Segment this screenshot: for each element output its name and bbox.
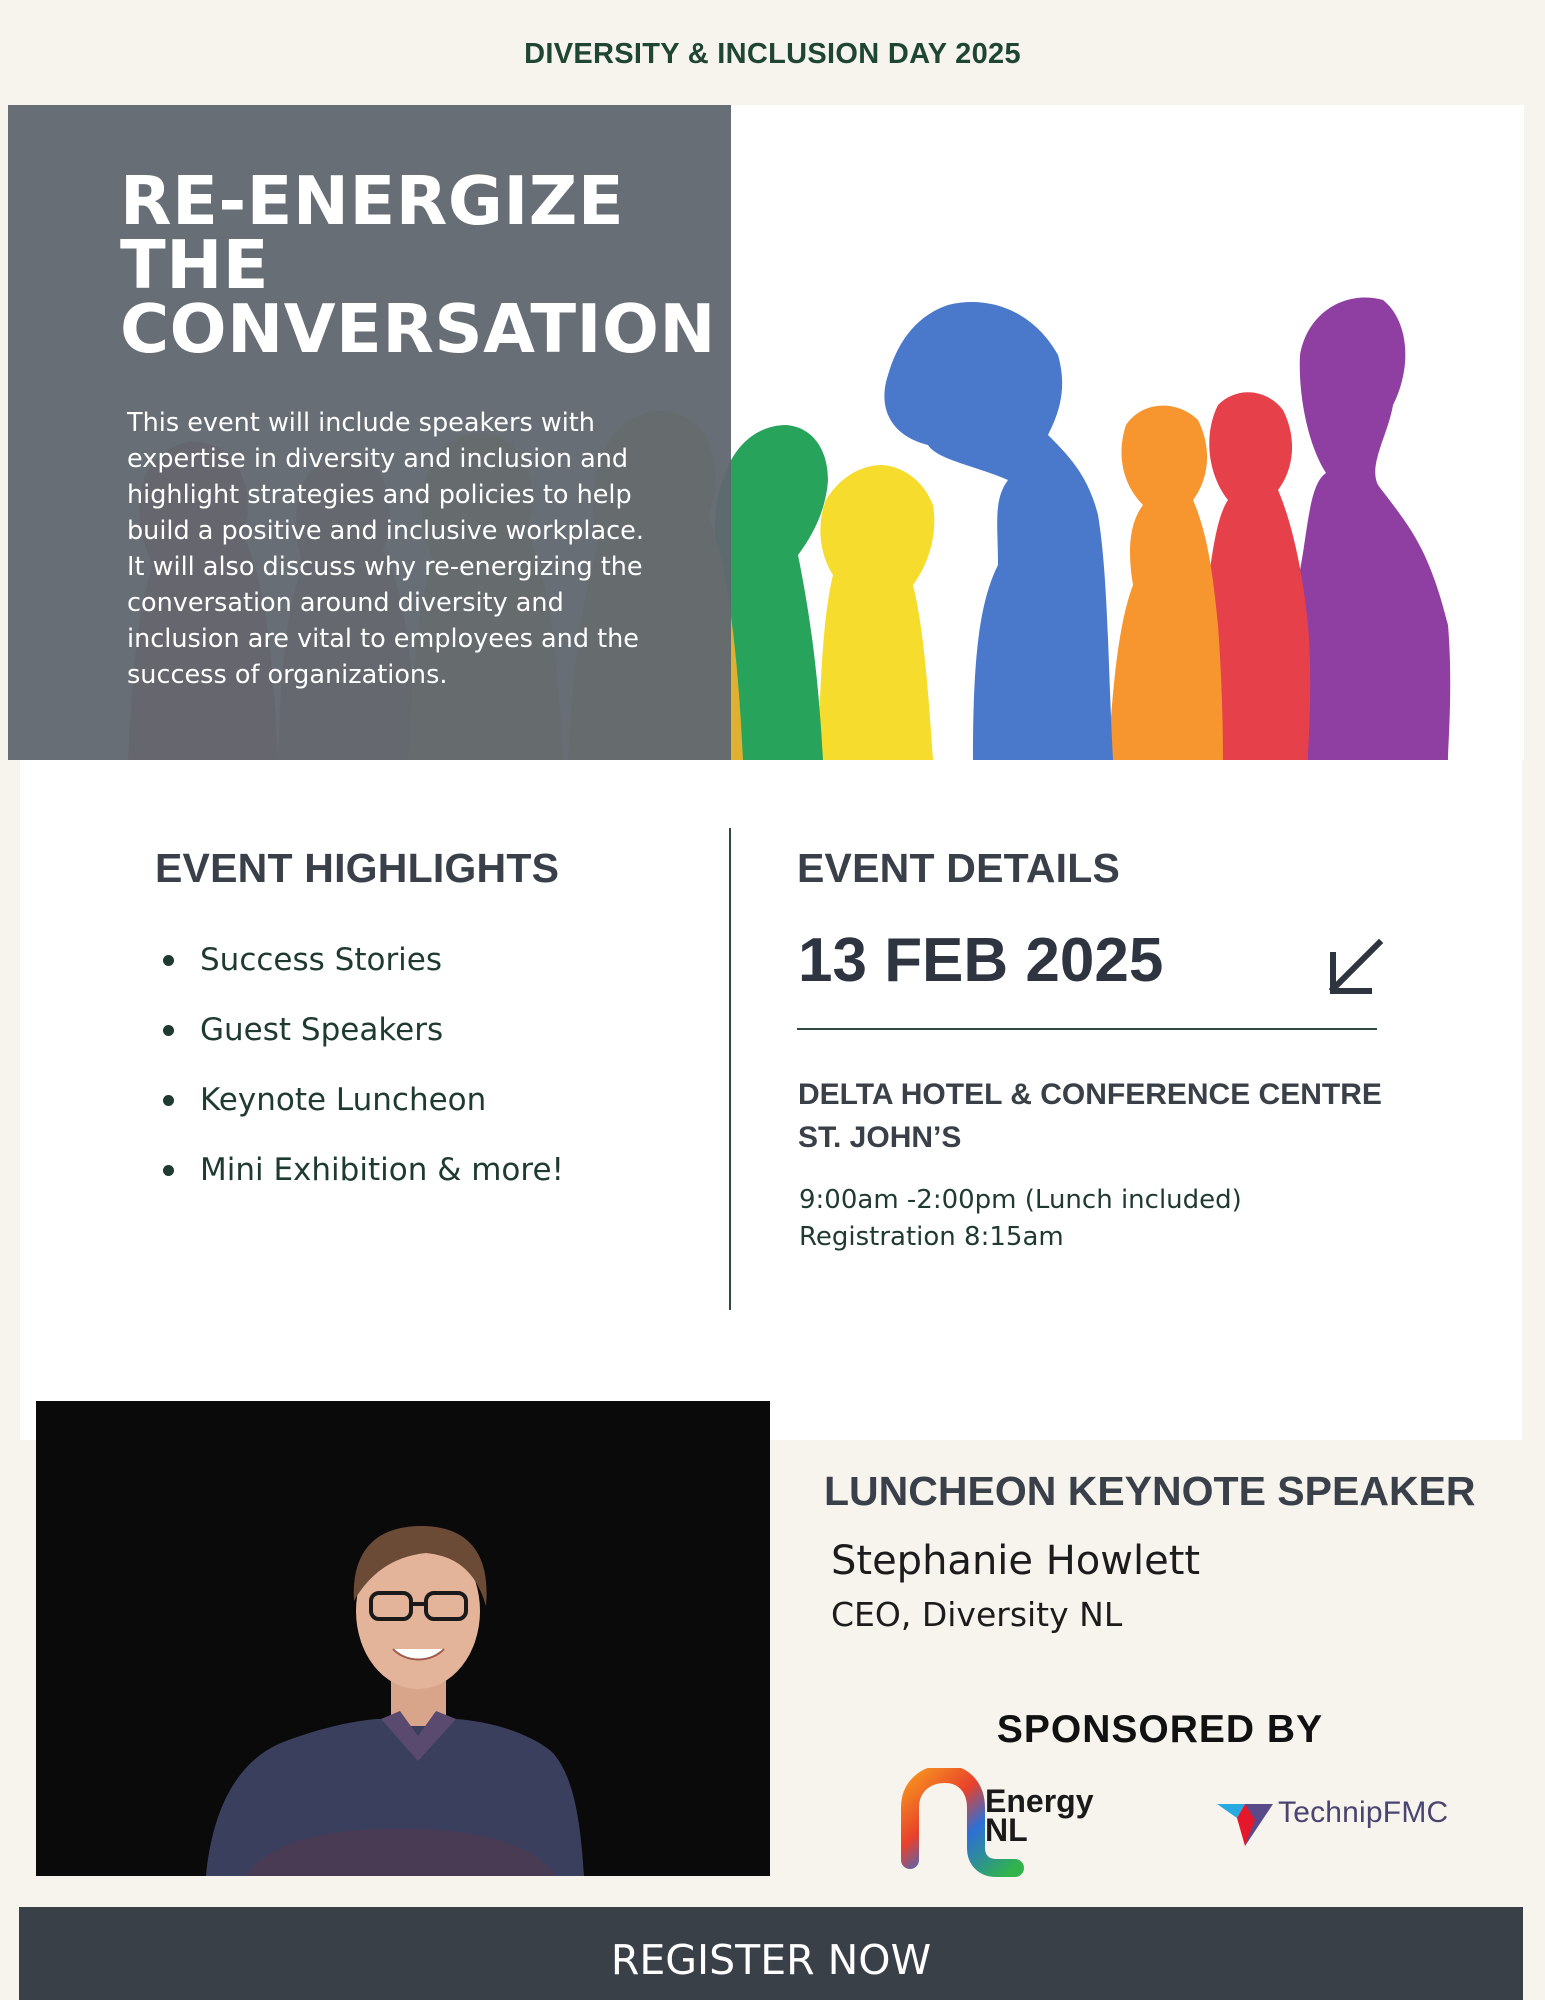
- event-date: 13 FEB 2025: [798, 926, 1164, 995]
- registration-time: Registration 8:15am: [799, 1222, 1064, 1252]
- description-line: inclusion are vital to employees and the: [127, 624, 639, 654]
- bullet-icon: [163, 1165, 174, 1176]
- hero-title-line: CONVERSATION: [120, 290, 716, 368]
- description-line: success of organizations.: [127, 660, 448, 690]
- description-line: conversation around diversity and: [127, 588, 564, 618]
- date-divider: [797, 1028, 1377, 1030]
- description-line: build a positive and inclusive workplace.: [127, 516, 644, 546]
- hero-title: [120, 162, 716, 368]
- event-times: [799, 1182, 1242, 1256]
- energy-nl-line1: Energy: [985, 1783, 1094, 1819]
- list-item: [160, 940, 564, 1010]
- bullet-icon: [163, 955, 174, 966]
- venue-line: DELTA HOTEL & CONFERENCE CENTRE: [798, 1078, 1382, 1111]
- energy-nl-line2: NL: [985, 1812, 1028, 1848]
- keynote-heading: LUNCHEON KEYNOTE SPEAKER: [824, 1468, 1476, 1514]
- highlight-label: Mini Exhibition & more!: [200, 1152, 564, 1188]
- highlight-label: Guest Speakers: [200, 1012, 444, 1048]
- hero-description: [127, 405, 717, 693]
- highlight-label: Keynote Luncheon: [200, 1082, 487, 1118]
- speaker-name: Stephanie Howlett: [831, 1538, 1201, 1584]
- register-now-button[interactable]: REGISTER NOW: [19, 1907, 1523, 2000]
- technipfmc-logo-icon: [1215, 1800, 1275, 1850]
- description-line: highlight strategies and policies to help: [127, 480, 632, 510]
- description-line: expertise in diversity and inclusion and: [127, 444, 629, 474]
- sponsored-by-heading: SPONSORED BY: [996, 1708, 1324, 1751]
- column-divider: [729, 828, 731, 1310]
- list-item: [160, 1150, 564, 1220]
- energy-nl-logo-text: [985, 1783, 1094, 1848]
- hero-title-line: THE: [120, 226, 270, 304]
- list-item: [160, 1010, 564, 1080]
- speaker-photo: [36, 1401, 770, 1876]
- list-item: [160, 1080, 564, 1150]
- venue: [798, 1073, 1382, 1159]
- highlights-list: [160, 940, 564, 1220]
- venue-line: ST. JOHN’S: [798, 1121, 962, 1154]
- technipfmc-logo-text: TechnipFMC: [1278, 1796, 1449, 1829]
- highlight-label: Success Stories: [200, 942, 443, 978]
- event-time: 9:00am -2:00pm (Lunch included): [799, 1185, 1242, 1215]
- highlights-heading: EVENT HIGHLIGHTS: [155, 845, 560, 891]
- hero-section: [8, 105, 1524, 760]
- bullet-icon: [163, 1025, 174, 1036]
- hero-title-line: RE-ENERGIZE: [120, 162, 625, 240]
- arrow-down-left-icon: [1325, 937, 1387, 999]
- event-banner-title: DIVERSITY & INCLUSION DAY 2025: [524, 38, 1021, 70]
- description-line: It will also discuss why re-energizing the: [127, 552, 643, 582]
- details-heading: EVENT DETAILS: [797, 845, 1121, 891]
- description-line: This event will include speakers with: [127, 408, 595, 438]
- bullet-icon: [163, 1095, 174, 1106]
- speaker-role: CEO, Diversity NL: [831, 1595, 1123, 1634]
